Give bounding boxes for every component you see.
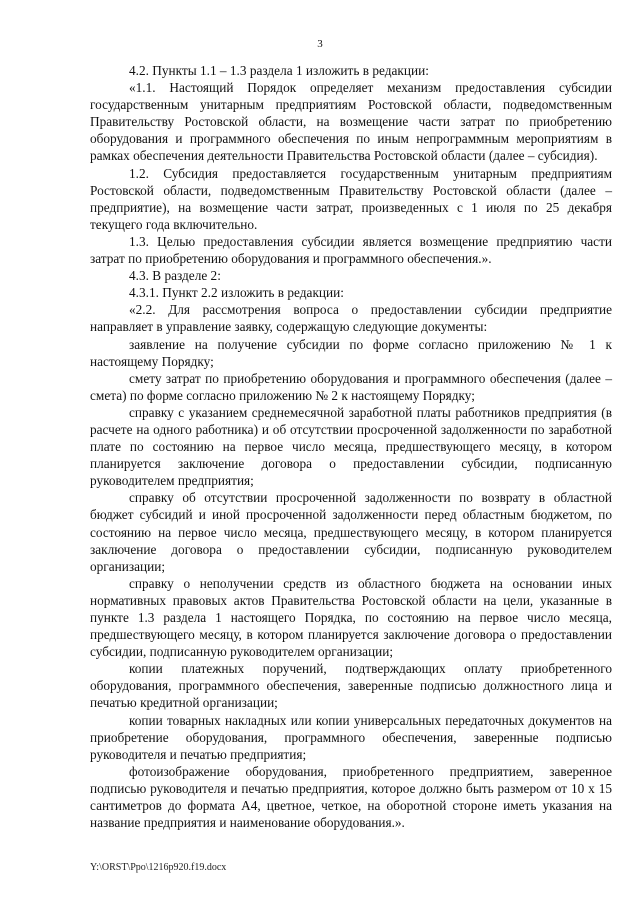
paragraph-nonreceipt-certificate: справку о неполучении средств из областного бюджета на основании иных нормативных правовых актов Правительства Ростовской области на цели, указанные в пункте 1.3 раздела 1 настоящего Порядка, по состоянию на первое число месяца, предшествующего месяцу, в котором планируется заключение договора о предоставлении субсидии, подписанную руководителем организации; [90,575,612,660]
paragraph-1-2: 1.2. Субсидия предоставляется государственным унитарным предприятиям Ростовской области, подведомственным Правительству Ростовской области (далее – предприятие), на возмещение части затрат, произведенных с 1 июля по 25 декабря текущего года включительно. [90,165,612,232]
paragraph-photo: фотоизображение оборудования, приобретенного предприятием, заверенное подписью руководителя и печатью предприятия, которое должно быть размером от 10 х 15 сантиметров до формата А4, цветное, четкое, на оборотной стороне иметь указания на название предприятия и наименование оборудования.». [90,763,612,831]
paragraph-1-1: «1.1. Настоящий Порядок определяет механизм предоставления субсидии государственным унитарным предприятиям Ростовской области, подведомственным Правительству Ростовской области, на возмещение части затрат по приобретению оборудования и программного обеспечения по иным непрограммным мероприятиям в рамках обеспечения деятельности Правительства Ростовской области (далее – субсидия). [90,80,612,164]
paragraph-invoices: копии товарных накладных или копии универсальных передаточных документов на приобретение оборудования, программного обеспечения, заверенные подписью руководителя и печатью предприятия; [90,712,612,762]
paragraph-estimate: смету затрат по приобретению оборудования и программного обеспечения (далее – смета) по форме согласно приложению № 2 к настоящему Порядку; [90,370,612,403]
paragraph-1-3: 1.3. Целью предоставления субсидии является возмещение предприятию части затрат по приобретению оборудования и программного обеспечения.». [90,233,612,267]
paragraph-payment-orders: копии платежных поручений, подтверждающих оплату приобретенного оборудования, программного обеспечения, заверенные подписью должностного лица и печатью кредитной организации; [90,661,612,711]
paragraph-salary-certificate: справку с указанием среднемесячной заработной платы работников предприятия (в расчете на одного работника) и об отсутствии просроченной задолженности по заработной плате по состоянию на первое число месяца, предшествующего месяцу, в котором планируется заключение договора о предоставлении субсидии, подписанную руководителем предприятия; [90,404,612,489]
paragraph-4-3: 4.3. В разделе 2: [129,268,221,284]
paragraph-2-2: «2.2. Для рассмотрения вопроса о предоставлении субсидии предприятие направляет в управление заявку, содержащую следующие документы: [90,302,612,335]
document-body [90,62,612,831]
page-number: 3 [317,38,323,50]
paragraph-application: заявление на получение субсидии по форме согласно приложению № 1 к настоящему Порядку; [90,336,612,369]
paragraph-debt-certificate: справку об отсутствии просроченной задолженности по возврату в областной бюджет субсидий и иной просроченной задолженности перед областным бюджетом, по состоянию на первое число месяца, предшествующего месяцу, в котором планируется заключение договора о предоставлении субсидии, подписанную руководителем организации; [90,490,612,574]
paragraph-4-2: 4.2. Пункты 1.1 – 1.3 раздела 1 изложить в редакции: [129,63,429,78]
paragraph-4-3-1: 4.3.1. Пункт 2.2 изложить в редакции: [129,285,344,301]
footer-file-path: Y:\ORST\Ppo\1216p920.f19.docx [90,862,227,873]
